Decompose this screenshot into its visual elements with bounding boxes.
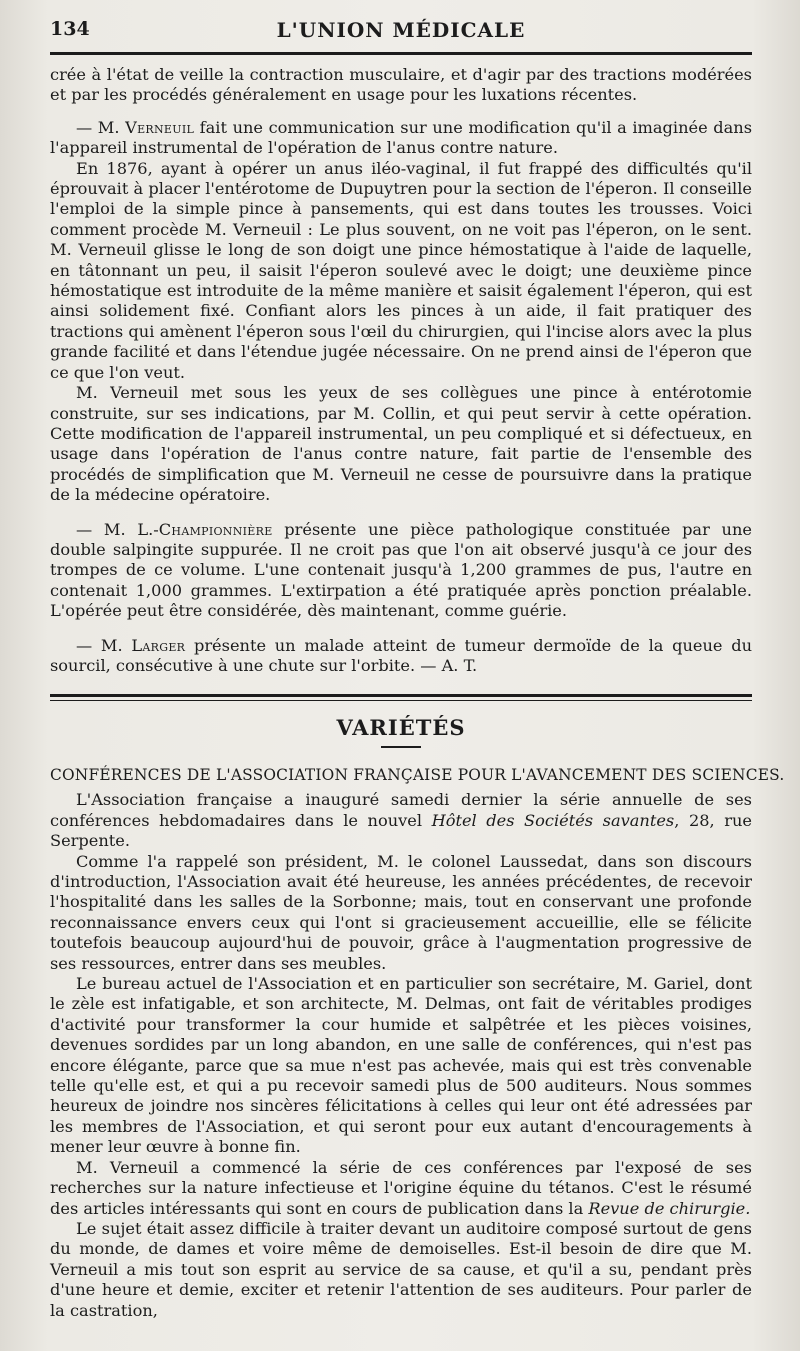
paragraph-text: M. Verneuil met sous les yeux de ses collègues une pince à entérotomie construite, sur ses indications, par M. Collin, et qui peut servir à cette opération. Cette modification de l'appareil instrumental, un peu compliqué et si défectueux, en usage dans l'opération de l'anus contre nature, fait partie de l'ensemble des procédés de simplification que M. Verneuil ne cesse de poursuivre dans la pratique de la médecine opératoire.	[50, 383, 752, 505]
paragraph-verneuil-communication	[50, 118, 752, 159]
page-header	[50, 18, 752, 48]
section-divider	[50, 694, 752, 701]
paragraph-varietes-5	[50, 1219, 752, 1321]
paragraph-eperon	[50, 159, 752, 383]
section-title: VARIÉTÉS	[336, 715, 466, 741]
paragraph-championniere	[50, 520, 752, 622]
paragraph-varietes-2	[50, 852, 752, 974]
paragraph-lead: — M. L.-	[76, 519, 159, 539]
paragraph-pince	[50, 383, 752, 505]
paragraph-text: fait une communication sur une modification qu'il a imaginée dans l'appareil instrumental de l'opération de l'anus contre nature.	[50, 117, 753, 158]
title-underline	[381, 746, 421, 748]
paragraph-text: L'Association française a inauguré samedi dernier la série annuelle de ses conférences hebdomadaires dans le nouvel	[50, 790, 752, 830]
paragraph-lead: — M.	[76, 635, 132, 655]
speaker-name: Larger	[131, 635, 186, 655]
paragraph-varietes-4	[50, 1158, 752, 1219]
paragraph-text: En 1876, ayant à opérer un anus iléo-vaginal, il fut frappé des difficultés qu'il éprouvait à placer l'entérotome de Dupuytren pour la section de l'éperon. Il conseille l'emploi de la simple pince à pansements, qui est dans toutes les trousses. Voici comment procède M. Verneuil : Le plus souvent, on ne voit pas l'éperon, on le sent. M. Verneuil glisse le long de son doigt une pince hémostatique à l'aide de laquelle, en tâtonnant un peu, il saisit l'éperon soulevé avec le doigt; une deuxième pince hémostatique est introduite de la même manière et saisit également l'éperon, qui est ainsi solidement fixé. Confiant alors les pinces à un aide, il fait pratiquer des tractions qui amènent l'éperon sous l'œil du chirurgien, qui l'incise alors avec la plus grande facilité et dans l'étendue jugée nécessaire. On ne prend ainsi de l'éperon que ce que l'on veut.	[50, 158, 752, 382]
paragraph-text: Le sujet était assez difficile à traiter devant un auditoire composé surtout de gens du monde, de dames et voire même de demoiselles. Est-il besoin de dire que M. Verneuil a mis tout son esprit au service de sa cause, et qu'il a su, pendant près d'une heure et demie, exciter et retenir l'attention de ses auditeurs. Pour parler de la castration,	[50, 1218, 752, 1320]
paragraph-text: Comme l'a rappelé son président, M. le colonel Laussedat, dans son discours d'introduction, l'Association avait été heureuse, les années précédentes, de recevoir l'hospitalité dans les salles de la Sorbonne; mais, tout en conservant une profonde reconnaissance envers ceux qui l'ont si gracieusement accueillie, elle se félicite toutefois beaucoup aujourd'hui de pouvoir, grâce à l'augmentation progressive de ses ressources, entrer dans ses meubles.	[50, 851, 752, 973]
paragraph-text: , 28, rue Serpente.	[50, 810, 752, 851]
paragraph-varietes-3	[50, 974, 752, 1158]
paragraph-text: présente un malade atteint de tumeur dermoïde de la queue du sourcil, consécutive à une chute sur l'orbite. — A. T.	[50, 635, 753, 675]
speaker-name: Championnière	[158, 519, 273, 539]
paragraph-text: crée à l'état de veille la contraction musculaire, et d'agir par des tractions modérées et par les procédés généralement en usage pour les luxations récentes.	[50, 65, 752, 105]
paragraph-text: présente une pièce pathologique constituée par une double salpingite suppurée. Il ne croit pas que l'on ait observé jusqu'à ce jour des trompes de ce volume. L'une contenait jusqu'à 1,200 grammes de pus, l'autre en contenait 1,000 grammes. L'extirpation a été pratiquée après ponction préalable. L'opérée peut être considérée, dès maintenant, comme guérie.	[50, 519, 752, 621]
speaker-name: Verneuil	[125, 117, 195, 137]
venue-name: Hôtel des Sociétés savantes	[431, 810, 675, 830]
running-title: L'UNION MÉDICALE	[276, 18, 526, 42]
subsection-title: CONFÉRENCES DE L'ASSOCIATION FRANÇAISE POUR L'AVANCEMENT DES SCIENCES.	[50, 766, 785, 785]
paragraph-text: M. Verneuil a commencé la série de ces conférences par l'exposé de ses recherches sur la nature infectieuse et l'origine équine du tétanos. C'est le résumé des articles intéressants qui sont en cours de publication dans la	[50, 1157, 752, 1218]
paragraph-varietes-1	[50, 790, 752, 851]
paragraph-continuation	[50, 65, 752, 106]
page-number: 134	[50, 18, 90, 40]
journal-name: Revue de chirurgie.	[588, 1198, 751, 1218]
paragraph-text: Le bureau actuel de l'Association et en particulier son secrétaire, M. Gariel, dont le zèle est infatigable, et son architecte, M. Delmas, ont fait de véritables prodiges d'activité pour transformer la cour humide et salpêtrée et les pièces voisines, devenues sordides par un long abandon, en une salle de conférences, qui n'est pas encore élégante, parce que sa mue n'est pas achevée, mais qui est très convenable telle qu'elle est, et qui a pu recevoir samedi plus de 500 auditeurs. Nous sommes heureux de joindre nos sincères félicitations à celles qui leur ont été adressées par les membres de l'Association, et qui seront pour eux autant d'encouragements à mener leur œuvre à bonne fin.	[50, 974, 752, 1157]
paragraph-larger	[50, 636, 752, 677]
paragraph-lead: — M.	[76, 117, 126, 137]
